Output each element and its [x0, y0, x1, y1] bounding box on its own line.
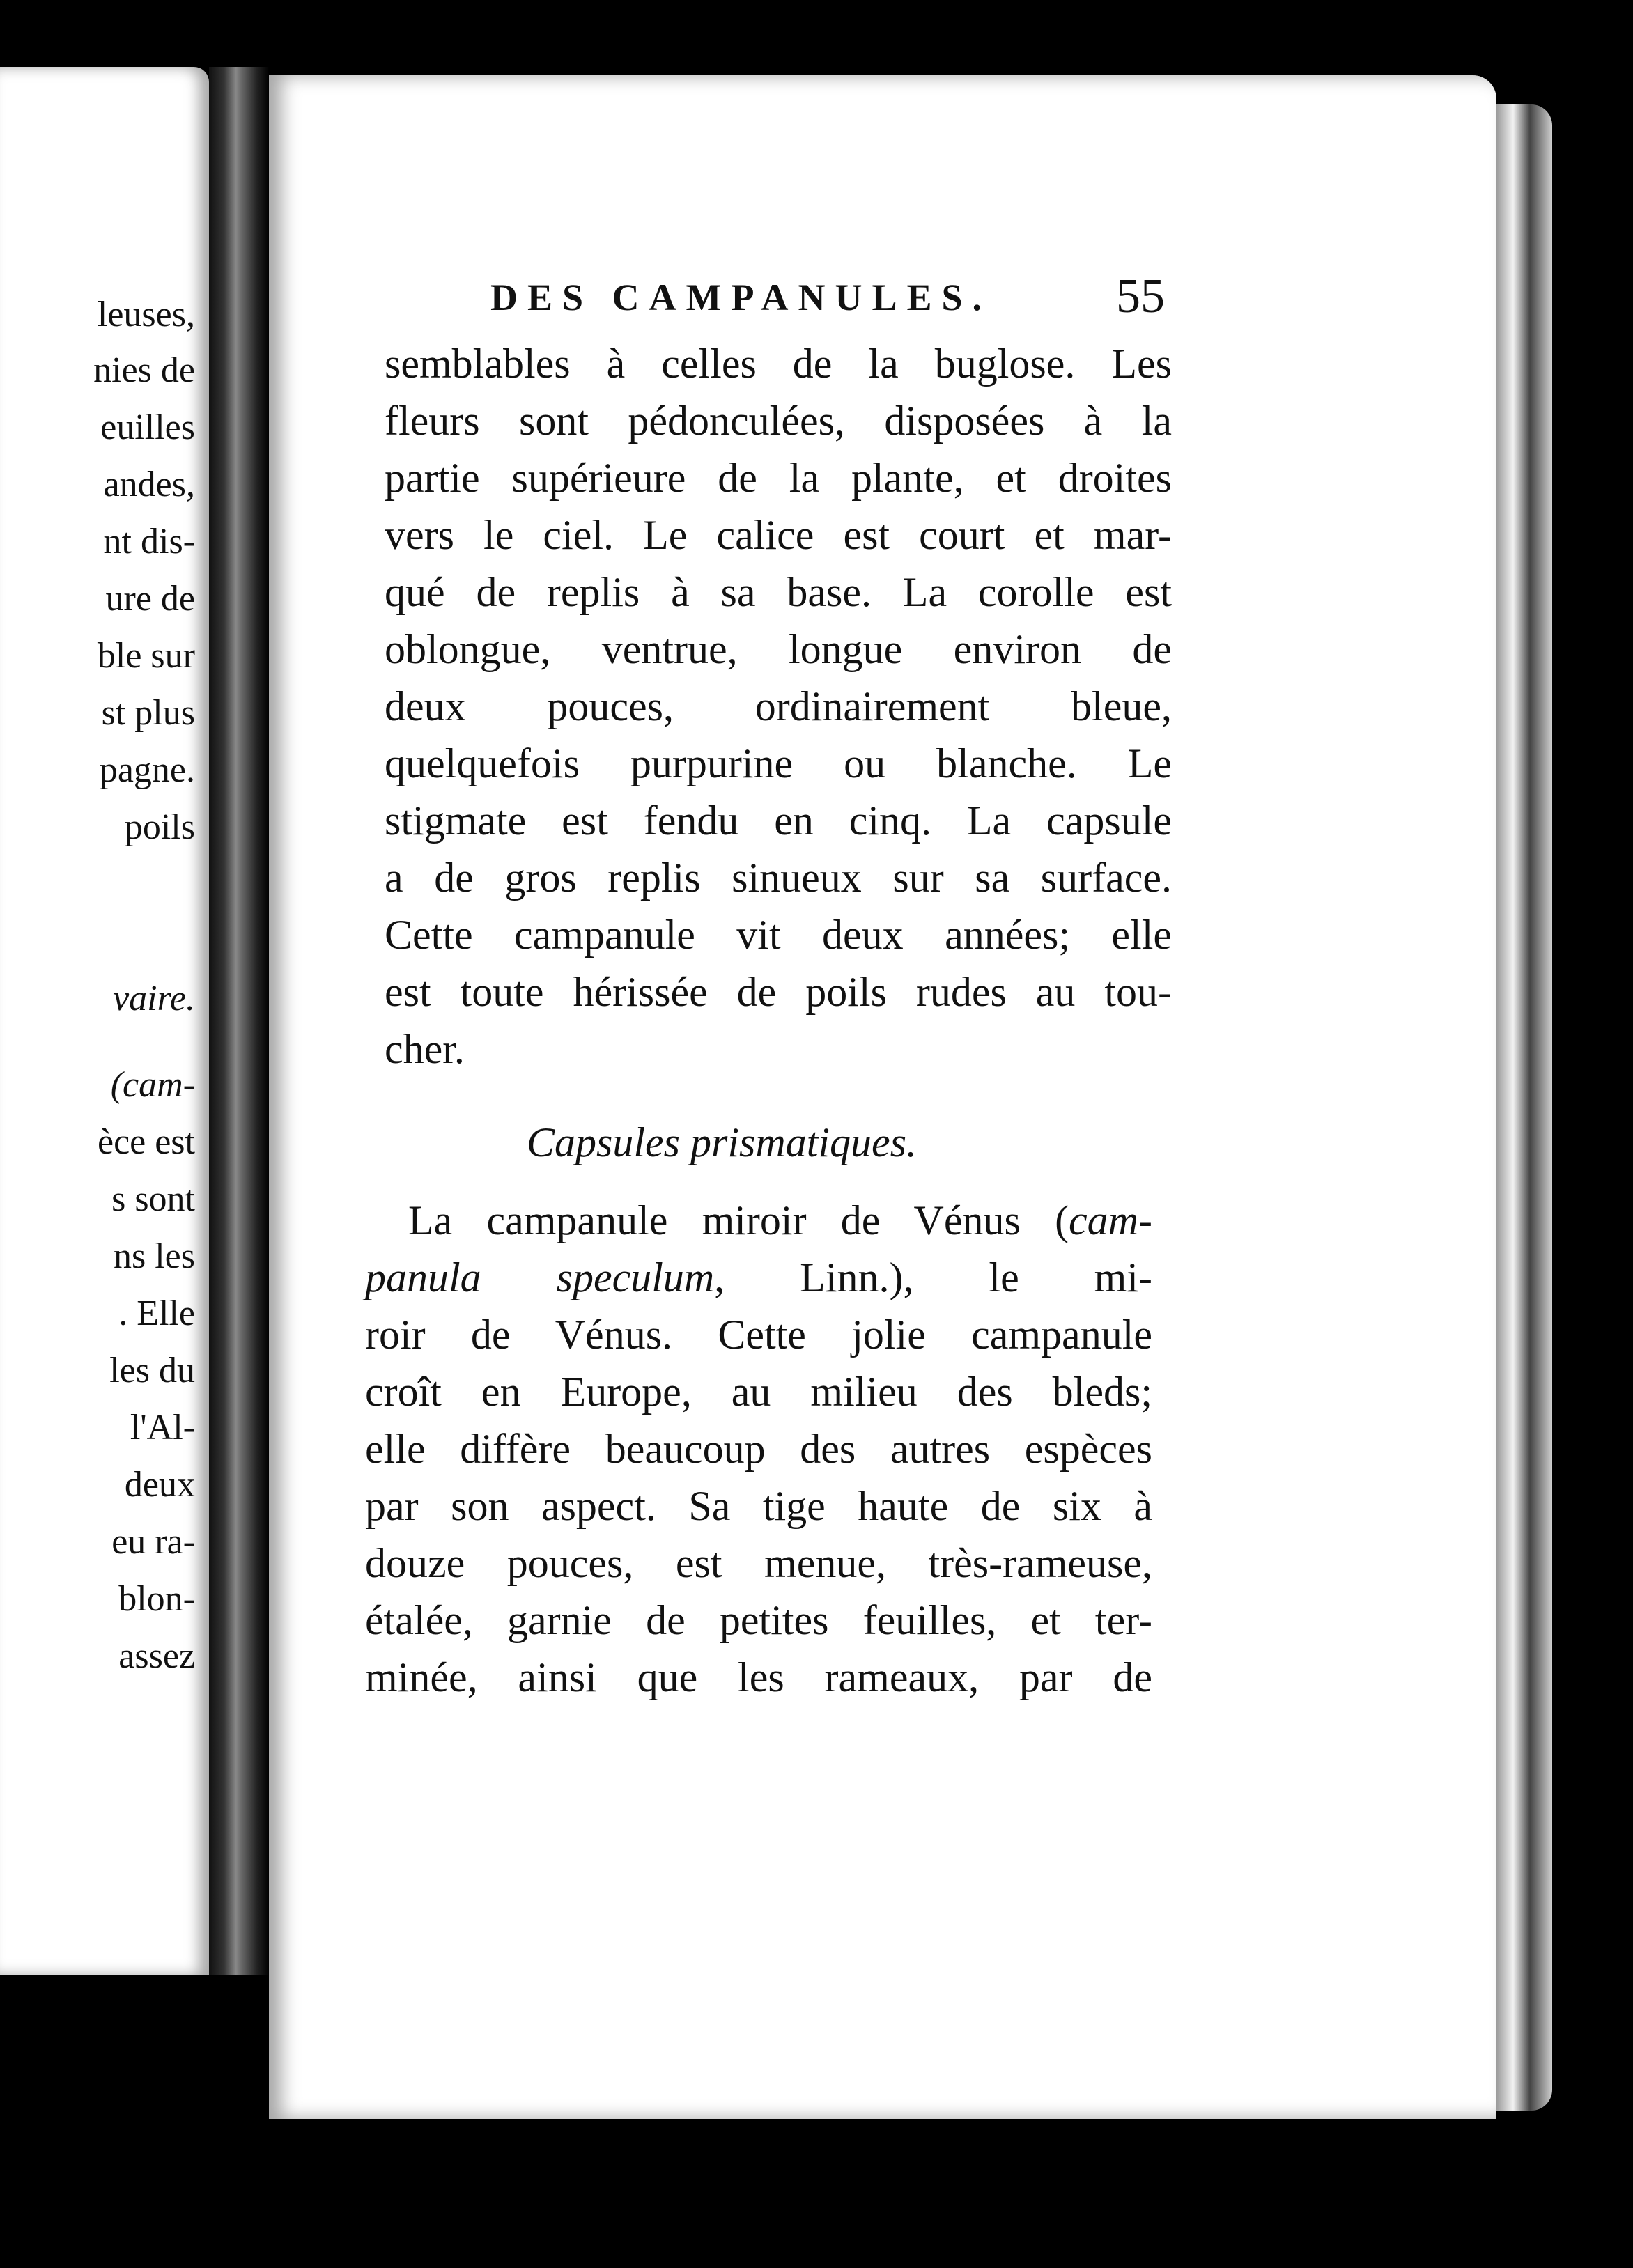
body-line: quelquefois purpurine ou blanche. Le [385, 740, 1172, 786]
left-page-line: ure de [105, 579, 195, 619]
left-page [0, 67, 209, 1975]
body-line: croît en Europe, au milieu des bleds; [365, 1369, 1152, 1415]
left-page-line: euilles [100, 407, 195, 447]
left-page-line: èce est [97, 1122, 195, 1162]
body-line: Cette campanule vit deux années; elle [385, 912, 1172, 958]
body-line: stigmate est fendu en cinq. La capsule [385, 798, 1172, 844]
body-line: partie supérieure de la plante, et droites [385, 455, 1172, 501]
left-page-line: s sont [111, 1179, 195, 1219]
latin-name: cam- [1069, 1197, 1152, 1243]
left-page-line: (cam- [110, 1065, 195, 1105]
section-subheading: Capsules prismatiques. [527, 1119, 918, 1165]
body-line: étalée, garnie de petites feuilles, et ter- [365, 1597, 1152, 1643]
left-page-line: deux [124, 1465, 195, 1505]
body-text: La campanule miroir de Vénus ( [408, 1197, 1069, 1243]
body-line: vers le ciel. Le calice est court et mar- [385, 512, 1172, 558]
left-page-line: . Elle [118, 1294, 195, 1333]
page-edge [1496, 104, 1552, 2111]
left-page-line: vaire. [113, 979, 195, 1018]
latin-name: panula speculum [365, 1255, 715, 1300]
left-page-line: nt dis- [103, 522, 195, 561]
left-page-line: andes, [103, 465, 195, 504]
body-line: elle diffère beaucoup des autres espèces [365, 1426, 1152, 1472]
body-text: , Linn.), le mi- [714, 1255, 1153, 1300]
left-page-line: st plus [101, 693, 195, 733]
body-line [408, 1199, 1152, 1241]
body-line: oblongue, ventrue, longue environ de [385, 626, 1172, 672]
body-line: roir de Vénus. Cette jolie campanule [365, 1312, 1152, 1358]
left-page-line: nies de [93, 350, 195, 390]
left-page-line: blon- [118, 1579, 195, 1619]
book-gutter [209, 67, 269, 1975]
body-line: deux pouces, ordinairement bleue, [385, 683, 1172, 729]
left-page-line: ns les [114, 1236, 195, 1276]
body-line [365, 1257, 1152, 1298]
left-page-line: pagne. [99, 750, 195, 790]
left-page-line: leuses, [97, 295, 195, 334]
body-line: qué de replis à sa base. La corolle est [385, 569, 1172, 615]
left-page-line: assez [118, 1636, 195, 1676]
body-line: a de gros replis sinueux sur sa surface. [385, 855, 1172, 901]
body-line: douze pouces, est menue, très-rameuse, [365, 1540, 1152, 1586]
body-line: cher. [385, 1026, 465, 1072]
left-page-line: l'Al- [130, 1408, 195, 1447]
body-line: est toute hérissée de poils rudes au tou- [385, 969, 1172, 1015]
page-number: 55 [1116, 270, 1165, 323]
left-page-line: eu ra- [111, 1522, 195, 1562]
body-line: fleurs sont pédonculées, disposées à la [385, 398, 1172, 444]
left-page-line: ble sur [97, 636, 195, 676]
left-page-line: poils [124, 807, 195, 847]
left-page-line: les du [109, 1351, 195, 1390]
body-line: par son aspect. Sa tige haute de six à [365, 1483, 1152, 1529]
body-line: minée, ainsi que les rameaux, par de [365, 1654, 1152, 1700]
body-line: semblables à celles de la buglose. Les [385, 341, 1172, 387]
running-head: DES CAMPANULES. [490, 277, 992, 318]
